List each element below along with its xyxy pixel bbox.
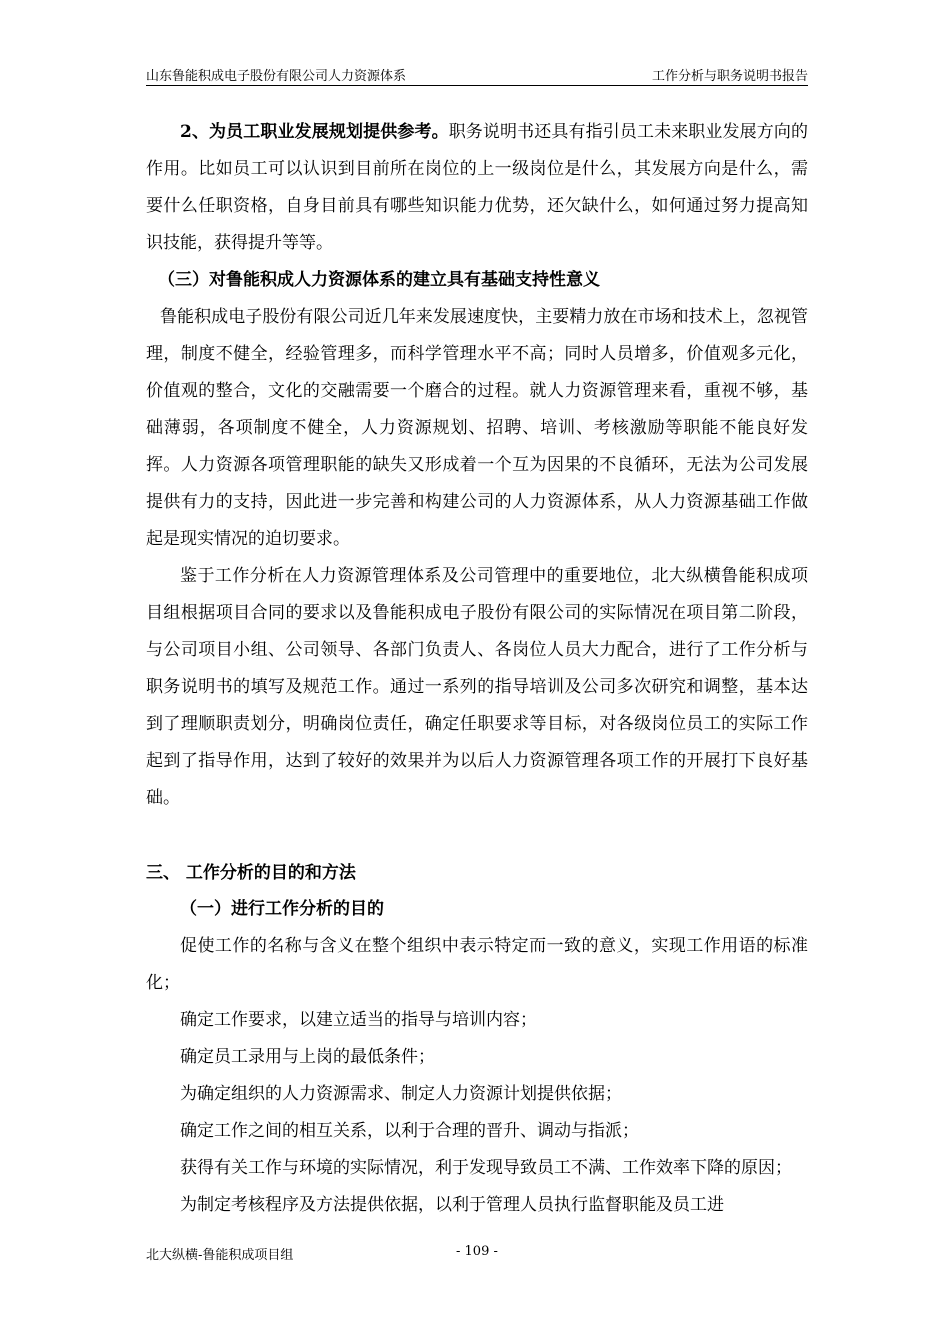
paragraph-company-status: 鲁能积成电子股份有限公司近几年来发展速度快，主要精力放在市场和技术上，忽视管理，制度不健全，经验管理多，而科学管理水平不高；同时人员增多，价值观多元化，价值观的整合，文化的交融需要一个磨合的过程。就人力资源管理来看，重视不够，基础薄弱，各项制度不健全，人力资源规划、招聘、培训、考核激励等职能不能良好发挥。人力资源各项管理职能的缺失又形成着一个互为因果的不良循环，无法为公司发展提供有力的支持，因此进一步完善和构建公司的人力资源体系，从人力资源基础工作做起是现实情况的迫切要求。 (146, 307, 808, 549)
spacer (146, 817, 808, 855)
paragraph-career-planning (146, 114, 808, 262)
section-heading-significance: （三）对鲁能积成人力资源体系的建立具有基础支持性意义 (158, 270, 600, 290)
page-header (146, 63, 808, 86)
list-item-5: 确定工作之间的相互关系，以利于合理的晋升、调动与指派； (180, 1121, 639, 1141)
page-footer (146, 1244, 808, 1264)
header-right-text: 工作分析与职务说明书报告 (651, 69, 808, 84)
header-left-text: 山东鲁能积成电子股份有限公司人力资源体系 (146, 69, 407, 84)
page-content (146, 114, 808, 1224)
paragraph-lead-bold: 2、为员工职业发展规划提供参考。 (180, 122, 449, 142)
section-heading-purpose: （一）进行工作分析的目的 (180, 899, 384, 919)
footer-left-text: 北大纵横-鲁能积成项目组 (146, 1248, 294, 1263)
paragraph-project-summary: 鉴于工作分析在人力资源管理体系及公司管理中的重要地位，北大纵横鲁能积成项目组根据项目合同的要求以及鲁能积成电子股份有限公司的实际情况在项目第二阶段，与公司项目小组、公司领导、各部门负责人、各岗位人员大力配合，进行了工作分析与职务说明书的填写及规范工作。通过一系列的指导培训及公司多次研究和调整，基本达到了理顺职责划分，明确岗位责任，确定任职要求等目标，对各级岗位员工的实际工作起到了指导作用，达到了较好的效果并为以后人力资源管理各项工作的开展打下良好基础。 (146, 566, 808, 808)
section-heading-purpose-method: 三、 工作分析的目的和方法 (146, 863, 356, 883)
paragraph-text: 职务说明书还具有指引员工未来职业发展方向的作用。比如员工可以认识到目前所在岗位的上一级岗位是什么，其发展方向是什么，需要什么任职资格，自身目前具有哪些知识能力优势，还欠缺什么，如何通过努力提高知识技能，获得提升等等。 (146, 122, 809, 253)
list-item-7: 为制定考核程序及方法提供依据，以利于管理人员执行监督职能及员工进 (180, 1195, 724, 1215)
list-item-4: 为确定组织的人力资源需求、制定人力资源计划提供依据； (180, 1084, 622, 1104)
list-item-2: 确定工作要求，以建立适当的指导与培训内容； (180, 1010, 537, 1030)
list-item-1: 促使工作的名称与含义在整个组织中表示特定而一致的意义，实现工作用语的标准化； (146, 936, 808, 993)
page-number: - 109 - (456, 1244, 498, 1259)
list-item-6: 获得有关工作与环境的实际情况，利于发现导致员工不满、工作效率下降的原因； (180, 1158, 792, 1178)
list-item-3: 确定员工录用与上岗的最低条件； (180, 1047, 435, 1067)
